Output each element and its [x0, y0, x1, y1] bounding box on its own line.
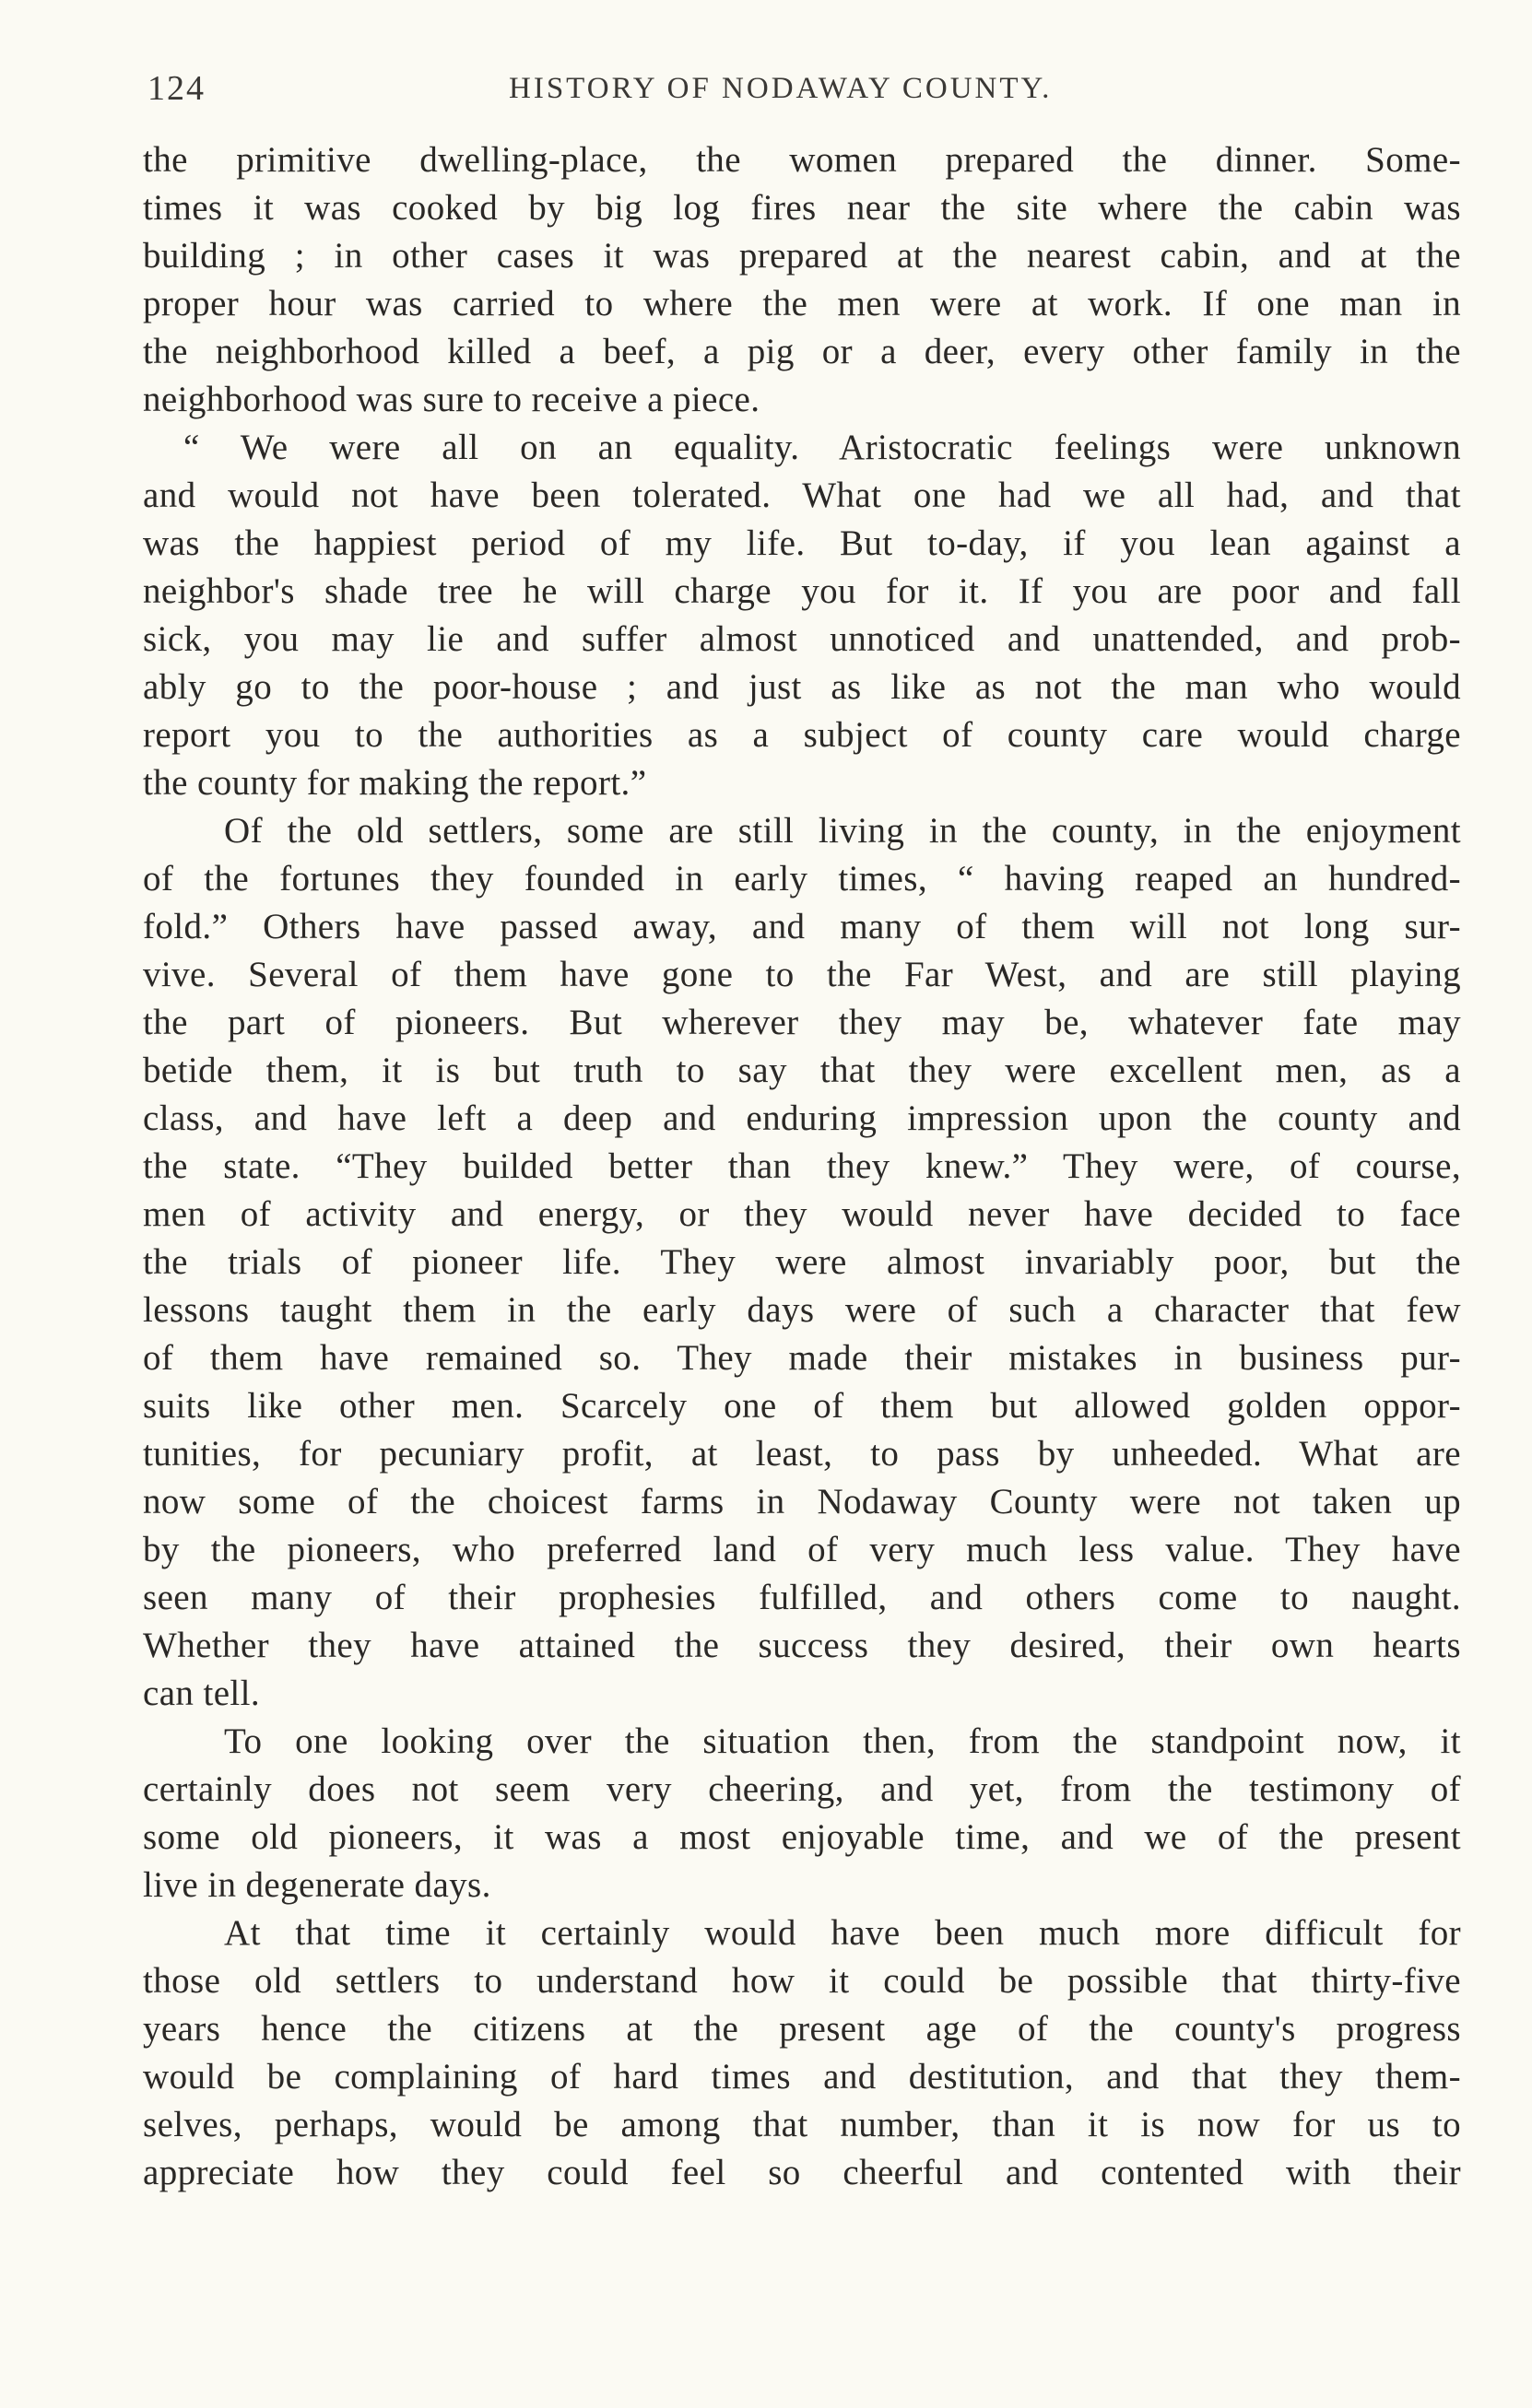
text-line: men of activity and energy, or they would never have decided to face — [143, 1194, 1461, 1234]
text-line: live in degenerate days. — [143, 1865, 491, 1905]
text-line: certainly does not seem very cheering, and yet, from the testimony of — [143, 1769, 1461, 1809]
text-line: selves, perhaps, would be among that number, than it is now for us to — [143, 2105, 1461, 2144]
text-line: seen many of their prophesies fulfilled, and others come to naught. — [143, 1578, 1461, 1617]
text-line: and would not have been tolerated. What one had we all had, and that — [143, 476, 1461, 515]
text-line: betide them, it is but truth to say that they were excellent men, as a — [143, 1051, 1461, 1090]
body-text — [143, 136, 1461, 2197]
text-line: proper hour was carried to where the men were at work. If one man in — [143, 284, 1461, 323]
text-line: can tell. — [143, 1674, 261, 1713]
text-line: appreciate how they could feel so cheerful and contented with their — [143, 2153, 1461, 2192]
text-line: some old pioneers, it was a most enjoyable time, and we of the present — [143, 1817, 1461, 1857]
text-line: report you to the authorities as a subject of county care would charge — [143, 715, 1461, 755]
text-line: neighbor's shade tree he will charge you for it. If you are poor and fall — [143, 571, 1461, 611]
text-line: tunities, for pecuniary profit, at least, to pass by unheeded. What are — [143, 1434, 1461, 1474]
text-line: To one looking over the situation then, from the standpoint now, it — [224, 1721, 1461, 1761]
text-line: ably go to the poor-house ; and just as like as not the man who would — [143, 667, 1461, 707]
text-line: class, and have left a deep and enduring impression upon the county and — [143, 1098, 1461, 1138]
text-line: the trials of pioneer life. They were almost invariably poor, but the — [143, 1242, 1461, 1282]
text-line: by the pioneers, who preferred land of very much less value. They have — [143, 1530, 1461, 1569]
text-line: of the fortunes they founded in early times, “ having reaped an hundred- — [143, 859, 1461, 899]
text-line: years hence the citizens at the present age of the county's progress — [143, 2009, 1461, 2049]
text-line: the neighborhood killed a beef, a pig or a deer, every other family in the — [143, 332, 1461, 371]
page-header — [140, 68, 1458, 123]
running-head: HISTORY OF NODAWAY COUNTY. — [509, 72, 1053, 105]
text-line: the primitive dwelling-place, the women prepared the dinner. Some- — [143, 140, 1461, 180]
text-line: fold.” Others have passed away, and many of them will not long sur- — [143, 907, 1461, 946]
text-line: sick, you may lie and suffer almost unnoticed and unattended, and prob- — [143, 619, 1461, 659]
text-line: was the happiest period of my life. But to-day, if you lean against a — [143, 523, 1461, 563]
text-line: times it was cooked by big log fires near the site where the cabin was — [143, 188, 1461, 228]
page-number: 124 — [147, 69, 206, 108]
text-line: vive. Several of them have gone to the Far West, and are still playing — [143, 955, 1461, 994]
text-line: the state. “They builded better than they knew.” They were, of course, — [143, 1146, 1461, 1186]
text-line: building ; in other cases it was prepared at the nearest cabin, and at the — [143, 236, 1461, 276]
text-line: would be complaining of hard times and destitution, and that they them- — [143, 2057, 1461, 2097]
text-line: Of the old settlers, some are still living in the county, in the enjoyment — [224, 811, 1461, 851]
text-line: those old settlers to understand how it could be possible that thirty-five — [143, 1961, 1461, 2001]
text-line: now some of the choicest farms in Nodaway County were not taken up — [143, 1482, 1461, 1521]
text-line: the part of pioneers. But wherever they may be, whatever fate may — [143, 1003, 1461, 1042]
text-line: lessons taught them in the early days were of such a character that few — [143, 1290, 1461, 1330]
text-line: the county for making the report.” — [143, 763, 647, 803]
text-line: “ We were all on an equality. Aristocratic feelings were unknown — [183, 428, 1461, 467]
text-line: neighborhood was sure to receive a piece. — [143, 380, 760, 419]
text-line: Whether they have attained the success they desired, their own hearts — [143, 1626, 1461, 1665]
text-line: suits like other men. Scarcely one of them but allowed golden oppor- — [143, 1386, 1461, 1426]
text-line: of them have remained so. They made their mistakes in business pur- — [143, 1338, 1461, 1378]
text-line: At that time it certainly would have been much more difficult for — [224, 1913, 1461, 1953]
